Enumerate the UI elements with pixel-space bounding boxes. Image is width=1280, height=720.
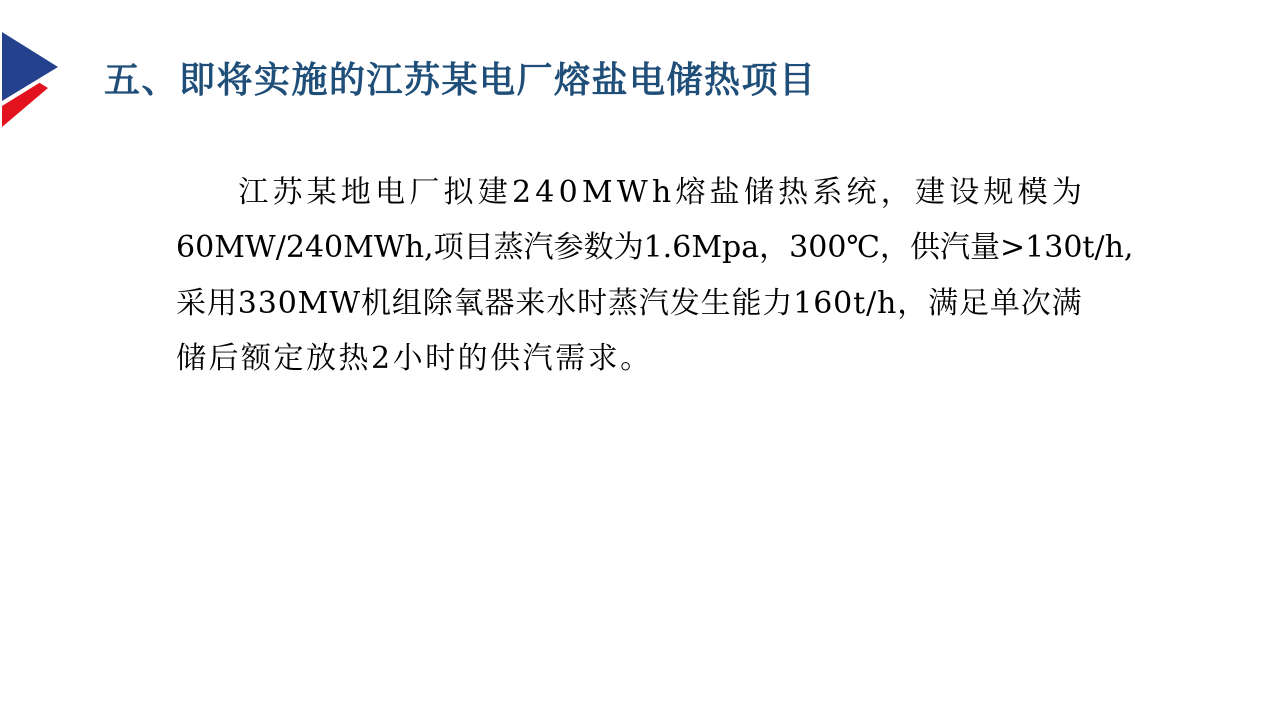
- paragraph-line-2: 6 0 M W / 2 4 0 M W h , 项 目 蒸 汽 参 数 为 1 . 6 M p a ， 3 0 0 ℃ ， 供 汽 量 > 1 3 0 t / h ,: [176, 230, 1134, 265]
- paragraph-line-1: 江 苏 某 地 电 厂 拟 建 2 4 0 M W h 熔 盐 储 热 系 统 ， 建 设 规 模 为: [238, 175, 1082, 210]
- slide-corner-decoration: [0, 0, 80, 140]
- blue-triangle-shape: [0, 0, 80, 140]
- paragraph-line-3: 采 用 3 3 0 M W 机 组 除 氧 器 来 水 时 蒸 汽 发 生 能 力 1 6 0 t / h ， 满 足 单 次 满: [176, 286, 1082, 321]
- slide-title: 五、即将实施的江苏某电厂熔盐电储热项目: [104, 59, 817, 101]
- paragraph-line-4: 储后额定放热2小时的供汽需求。: [176, 341, 653, 376]
